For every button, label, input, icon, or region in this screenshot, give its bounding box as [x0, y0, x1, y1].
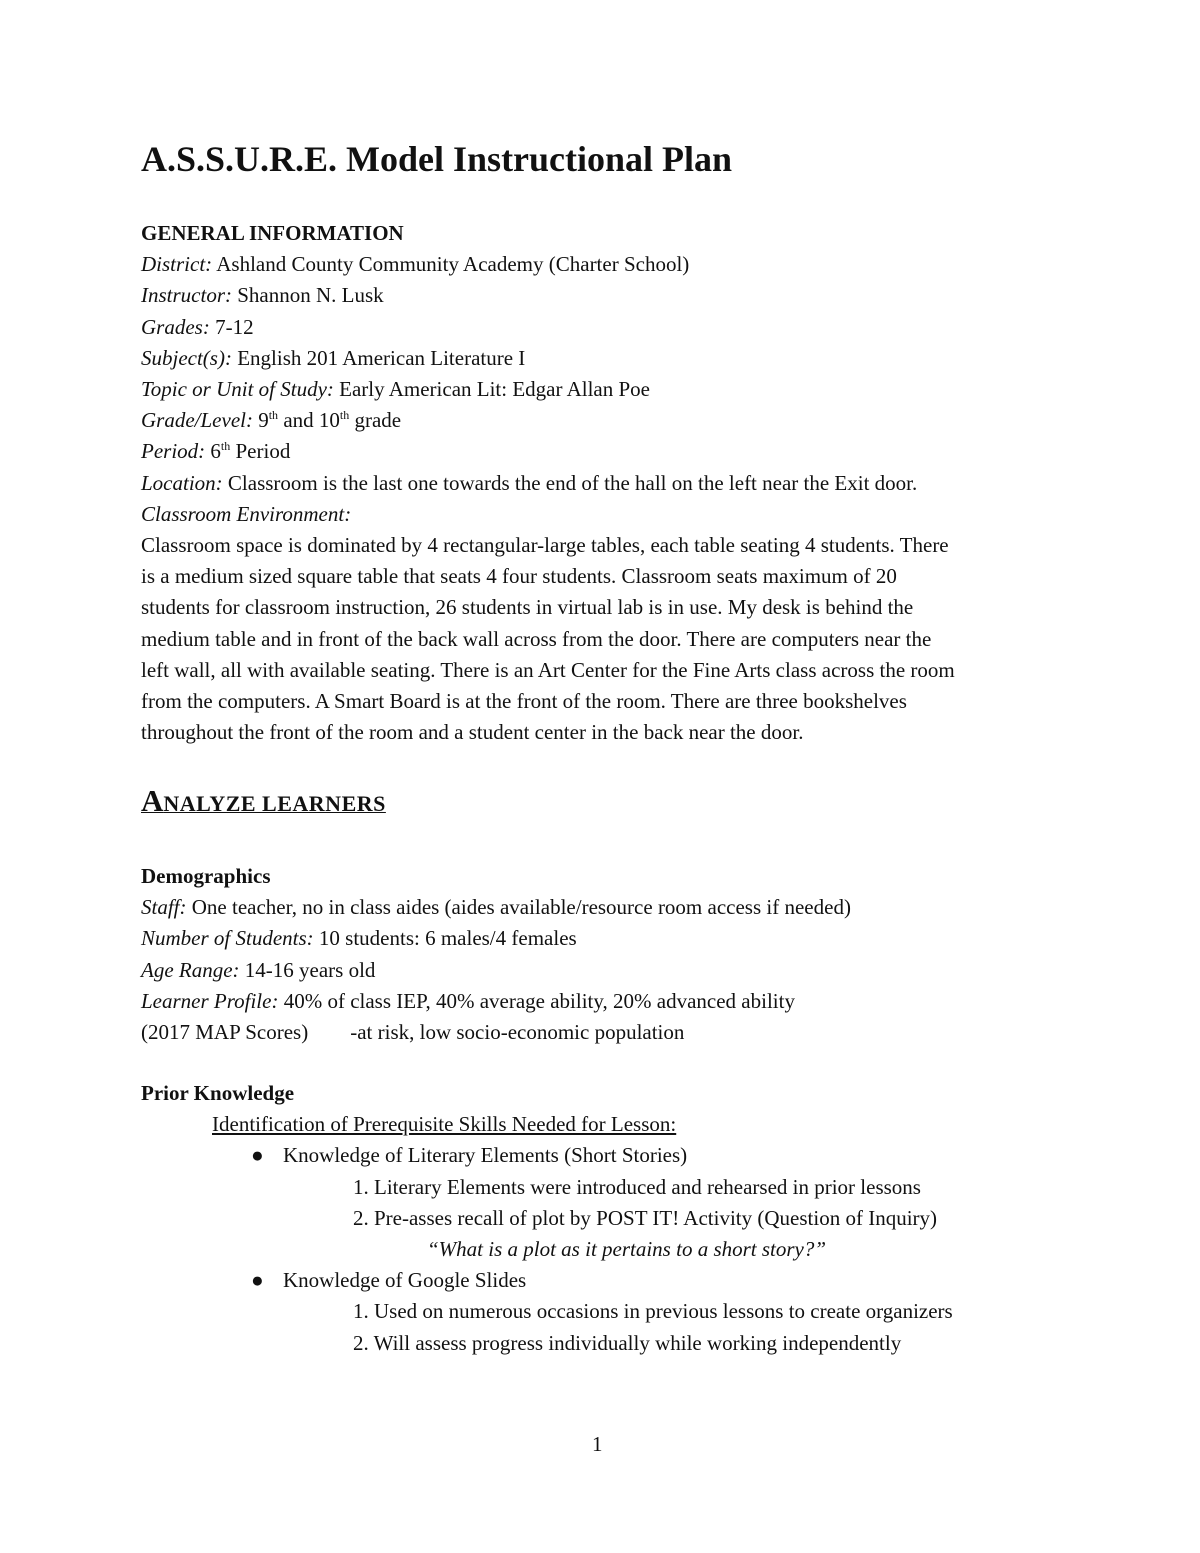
instructor-value: Shannon N. Lusk: [232, 283, 384, 308]
page-title: A.S.S.U.R.E. Model Instructional Plan: [141, 139, 733, 179]
numbered-item: 2. Pre-asses recall of plot by POST IT! Activity (Question of Inquiry): [353, 1205, 938, 1230]
general-information-section: [141, 218, 1071, 748]
environment-line: from the computers. A Smart Board is at the front of the room. There are three bookshelves: [141, 689, 907, 714]
environment-line: students for classroom instruction, 26 students in virtual lab is in use. My desk is behind the: [141, 595, 914, 620]
grade-level-label: Grade/Level:: [141, 408, 253, 433]
analyze-heading-initial: A: [141, 783, 164, 818]
analyze-learners-heading: [141, 782, 386, 819]
instructor-row: [141, 280, 1071, 311]
topic-value: Early American Lit: Edgar Allan Poe: [333, 377, 650, 402]
demographics-heading: Demographics: [141, 864, 271, 888]
inquiry-question: “What is a plot as it pertains to a short story?”: [427, 1237, 827, 1262]
district-value: Ashland County Community Academy (Charter School): [212, 252, 690, 277]
topic-label: Topic or Unit of Study:: [141, 377, 334, 402]
period-sup: th: [220, 439, 231, 454]
grade-level-value-end: grade: [349, 408, 402, 433]
prerequisite-skills-text: Identification of Prerequisite Skills Needed for Lesson:: [212, 1112, 677, 1137]
bullet-icon: ●: [251, 1143, 264, 1168]
grade-level-row: [141, 405, 1071, 436]
students-label: Number of Students:: [141, 926, 314, 951]
page-number: 1: [592, 1432, 603, 1456]
age-row: [141, 955, 1071, 986]
bullet-item: [141, 1265, 1071, 1296]
map-note: -at risk, low socio-economic population: [350, 1020, 685, 1045]
grade-level-sup-b: th: [339, 408, 350, 423]
period-value-a: 6: [205, 439, 221, 464]
numbered-item: 1. Used on numerous occasions in previous lessons to create organizers: [353, 1299, 953, 1324]
location-value: Classroom is the last one towards the end of the hall on the left near the Exit door.: [222, 470, 918, 495]
topic-row: [141, 374, 1071, 405]
bullet-item: [141, 1140, 1071, 1171]
location-row: [141, 468, 1071, 499]
environment-line: left wall, all with available seating. There is an Art Center for the Fine Arts class across the room: [141, 657, 955, 682]
period-value-end: Period: [230, 439, 291, 464]
numbered-item: 2. Will assess progress individually while working independently: [353, 1330, 902, 1355]
instructor-label: Instructor:: [141, 283, 232, 308]
learner-profile-row: [141, 986, 1071, 1017]
learner-profile-value: 40% of class IEP, 40% average ability, 20% advanced ability: [278, 988, 795, 1013]
subjects-value: English 201 American Literature I: [231, 345, 526, 370]
learner-profile-label: Learner Profile:: [141, 988, 279, 1013]
environment-line: Classroom space is dominated by 4 rectangular-large tables, each table seating 4 students. There: [141, 533, 949, 558]
students-value: 10 students: 6 males/4 females: [313, 926, 577, 951]
prerequisite-skills-subheading: [141, 1109, 1071, 1140]
bullet-text: Knowledge of Google Slides: [283, 1268, 527, 1293]
staff-value: One teacher, no in class aides (aides available/resource room access if needed): [186, 895, 851, 920]
map-scores: (2017 MAP Scores): [141, 1020, 309, 1045]
grades-label: Grades:: [141, 314, 210, 339]
prior-knowledge-heading: Prior Knowledge: [141, 1081, 295, 1105]
classroom-environment-label: Classroom Environment:: [141, 501, 352, 526]
numbered-item: 1. Literary Elements were introduced and rehearsed in prior lessons: [353, 1174, 921, 1199]
period-row: [141, 436, 1071, 467]
subjects-row: [141, 343, 1071, 374]
staff-row: [141, 892, 1071, 923]
prior-knowledge-section: [141, 1078, 1071, 1359]
grade-level-value-mid: and 10: [278, 408, 340, 433]
bullet-icon: ●: [251, 1268, 264, 1293]
analyze-heading-rest: NALYZE LEARNERS: [163, 791, 386, 816]
district-label: District:: [141, 252, 213, 277]
grade-level-sup-a: th: [268, 408, 279, 423]
general-information-heading: GENERAL INFORMATION: [141, 221, 404, 245]
age-label: Age Range:: [141, 957, 240, 982]
age-value: 14-16 years old: [239, 957, 376, 982]
students-row: [141, 923, 1071, 954]
staff-label: Staff:: [141, 895, 187, 920]
grade-level-value-a: 9: [252, 408, 269, 433]
map-scores-row: [141, 1017, 1071, 1048]
period-label: Period:: [141, 439, 206, 464]
demographics-section: [141, 861, 1071, 1048]
grades-value: 7-12: [209, 314, 254, 339]
location-label: Location:: [141, 470, 223, 495]
subjects-label: Subject(s):: [141, 345, 232, 370]
environment-line: medium table and in front of the back wall across from the door. There are computers near the: [141, 626, 932, 651]
grades-row: [141, 312, 1071, 343]
environment-line: is a medium sized square table that seats 4 four students. Classroom seats maximum of 20: [141, 564, 897, 589]
environment-line: throughout the front of the room and a student center in the back near the door.: [141, 720, 804, 745]
bullet-text: Knowledge of Literary Elements (Short Stories): [283, 1143, 688, 1168]
district-row: [141, 249, 1071, 280]
